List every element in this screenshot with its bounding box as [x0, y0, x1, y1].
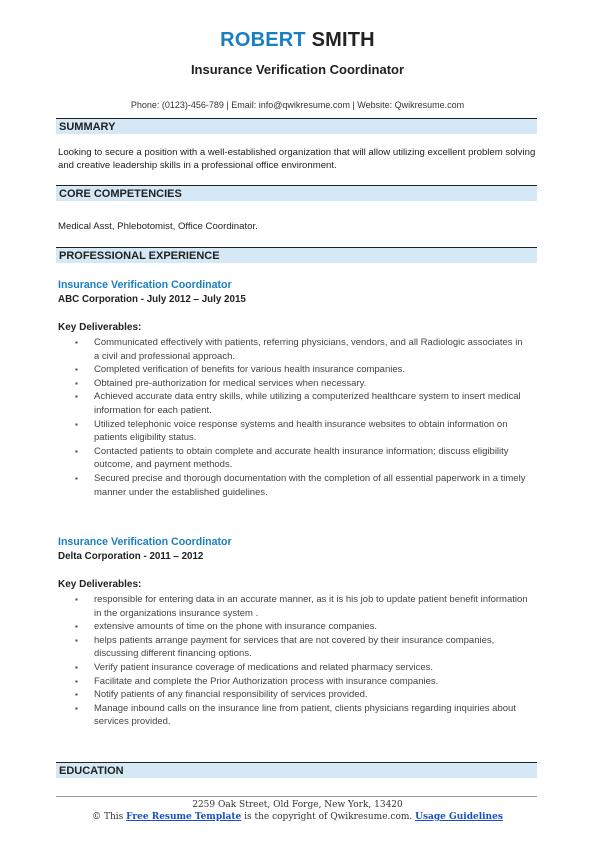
candidate-name — [0, 29, 595, 51]
bullet-icon: ▪ — [75, 365, 78, 375]
footer-divider — [56, 796, 537, 797]
bullet-icon: ▪ — [75, 595, 78, 604]
list-item — [58, 363, 528, 377]
list-item — [58, 661, 528, 675]
first-name: ROBERT — [220, 29, 306, 51]
education-heading: EDUCATION — [56, 762, 537, 778]
bullet-text: Achieved accurate data entry skills, while utilizing a computerized healthcare system to insert medical information for each patient. — [94, 391, 521, 416]
bullet-icon: ▪ — [75, 392, 78, 402]
job2-title: Insurance Verification Coordinator — [58, 536, 232, 548]
last-name: SMITH — [311, 29, 375, 51]
footer-copyright — [0, 812, 595, 823]
job2-company: Delta Corporation - 2011 – 2012 — [58, 551, 204, 562]
bullet-text: extensive amounts of time on the phone with insurance companies. — [94, 621, 378, 633]
bullet-icon: ▪ — [75, 378, 78, 388]
list-item — [58, 688, 528, 702]
experience-heading: PROFESSIONAL EXPERIENCE — [56, 247, 537, 263]
bullet-icon: ▪ — [75, 419, 78, 429]
free-resume-template-link[interactable]: Free Resume Template — [126, 812, 242, 822]
competencies-heading: CORE COMPETENCIES — [56, 185, 537, 201]
job2-deliverables-label: Key Deliverables: — [58, 579, 142, 590]
bullet-icon: ▪ — [75, 635, 78, 645]
bullet-text: Contacted patients to obtain complete and accurate health insurance information; discuss eligibility outcome, and payment methods. — [94, 445, 509, 471]
summary-text: Looking to secure a position with a well-established organization that will allow utilizing excellent problem solving and creative leadership skills in a professional office environment. — [58, 147, 536, 172]
bullet-icon: ▪ — [75, 690, 78, 700]
list-item — [58, 418, 528, 445]
bullet-icon: ▪ — [75, 662, 78, 672]
list-item — [58, 472, 528, 499]
copyright-middle: is the copyright of Qwikresume.com. — [244, 812, 413, 822]
list-item — [58, 445, 528, 472]
bullet-text: Obtained pre-authorization for medical services when necessary. — [94, 377, 367, 389]
bullet-text: Verify patient insurance coverage of medications and related pharmacy services. — [94, 661, 434, 673]
bullet-text: Utilized telephonic voice response systems and health insurance websites to obtain information on patients eligibility status. — [94, 418, 508, 444]
bullet-icon: ▪ — [75, 338, 78, 347]
bullet-text: Manage inbound calls on the insurance line from patient, clients physicians regarding inquiries about services provided. — [94, 702, 516, 728]
job1-title: Insurance Verification Coordinator — [58, 279, 232, 291]
summary-heading: SUMMARY — [56, 118, 537, 134]
contact-line: Phone: (0123)-456-789 | Email: info@qwikresume.com | Website: Qwikresume.com — [130, 100, 465, 110]
usage-guidelines-link[interactable]: Usage Guidelines — [415, 812, 503, 822]
list-item — [58, 593, 528, 620]
list-item — [58, 620, 528, 634]
list-item — [58, 336, 528, 363]
job1-deliverables-label: Key Deliverables: — [58, 322, 142, 333]
bullet-text: helps patients arrange payment for services that are not covered by their insurance companies, discussing different financing options. — [94, 634, 495, 660]
bullet-text: responsible for entering data in an accurate manner, as it is his job to update patient benefit information in the organizations insurance system . — [94, 594, 528, 619]
list-item — [58, 634, 528, 661]
footer-address: 2259 Oak Street, Old Forge, New York, 13420 — [192, 800, 403, 810]
job-title: Insurance Verification Coordinator — [190, 62, 405, 77]
job2-bullets — [58, 593, 528, 729]
list-item — [58, 377, 528, 391]
bullet-text: Completed verification of benefits for various health insurance companies. — [94, 364, 406, 376]
copyright-prefix: © This — [92, 812, 124, 822]
job1-bullets — [58, 336, 528, 499]
bullet-text: Communicated effectively with patients, referring physicians, vendors, and all Radiologic associates in a civil and professional approach. — [94, 337, 523, 362]
bullet-icon: ▪ — [75, 446, 78, 456]
bullet-text: Notify patients of any financial responsibility of services provided. — [94, 689, 368, 701]
job1-company: ABC Corporation - July 2012 – July 2015 — [58, 294, 246, 305]
bullet-icon: ▪ — [75, 473, 78, 483]
bullet-text: Secured precise and thorough documentation with the completion of all essential paperwork in a timely manner under the established guidelines. — [94, 472, 526, 498]
list-item — [58, 675, 528, 689]
competencies-text: Medical Asst, Phlebotomist, Office Coordinator. — [58, 221, 258, 232]
bullet-icon: ▪ — [75, 676, 78, 686]
bullet-text: Facilitate and complete the Prior Authorization process with insurance companies. — [94, 675, 439, 687]
bullet-icon: ▪ — [75, 622, 78, 632]
bullet-icon: ▪ — [75, 703, 78, 713]
list-item — [58, 390, 528, 417]
list-item — [58, 702, 528, 729]
